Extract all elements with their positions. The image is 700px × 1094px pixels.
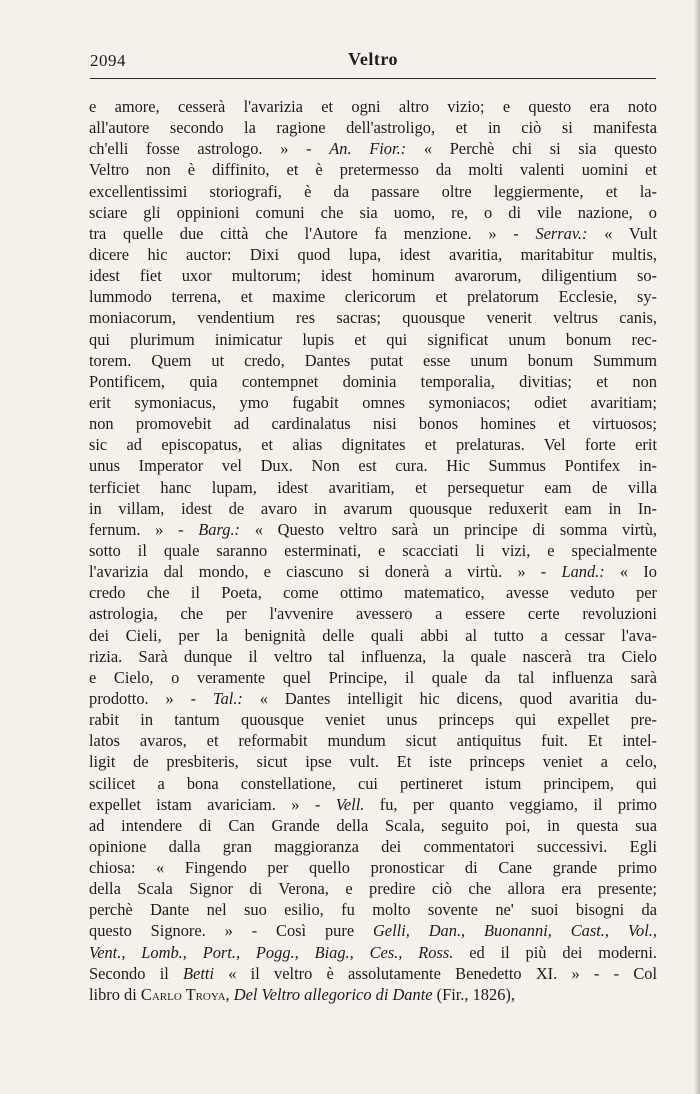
page-edge-shadow: [694, 0, 700, 1094]
text-line: [89, 477, 657, 498]
text-line: [89, 794, 657, 815]
text-line: [89, 138, 657, 159]
text-run: questo Signore. » - Così pure: [89, 921, 373, 941]
text-line: [89, 899, 657, 920]
text-run: dei Cieli, per la benignità delle quali abbi al tutto a cessar l'ava-: [89, 625, 657, 645]
text-line: [89, 371, 657, 392]
text-line: [89, 181, 657, 202]
text-line: [89, 963, 657, 984]
text-line: [89, 159, 657, 180]
text-run: chiosa: « Fingendo per quello pronosticar di Cane grande primo: [89, 858, 657, 878]
text-line: [89, 223, 657, 244]
text-run: perchè Dante nel suo esilio, fu molto sovente ne' suoi bisogni da: [89, 900, 657, 920]
text-run: sic ad episcopatus, et alias dignitates et prelaturas. Vel forte erit: [89, 435, 657, 455]
text-run: ,: [225, 984, 234, 1004]
text-run: opinione dalla gran maggioranza dei commentatori successivi. Egli: [89, 836, 657, 856]
text-run: erit symoniacus, ymo fugabit omnes symoniacos; odiet avaritiam;: [89, 392, 657, 412]
text-line: [89, 244, 657, 265]
text-run: Betti: [183, 963, 214, 983]
text-run: prodotto. » -: [89, 688, 213, 708]
text-line: [89, 455, 657, 476]
text-run: ch'elli fosse astrologo. » -: [89, 139, 330, 159]
text-run: ad intendere di Can Grande della Scala, seguito poi, in questa sua: [89, 815, 657, 835]
text-line: [89, 688, 657, 709]
text-run: Gelli, Dan., Buonanni, Cast., Vol.,: [372, 921, 657, 941]
text-line: [89, 920, 657, 941]
text-run: astrologia, che per l'avvenire avessero a essere certe revoluzioni: [89, 604, 657, 624]
text-line: [89, 815, 657, 836]
text-line: [89, 117, 657, 138]
text-run: Land.:: [561, 562, 605, 582]
text-run: idest fiet uxor multorum; idest hominum avarorum, diligentium so-: [89, 266, 657, 286]
text-line: [89, 434, 657, 455]
text-line: [89, 773, 657, 794]
text-line: [89, 709, 657, 730]
text-run: Del Veltro allegorico di Dante: [233, 984, 433, 1004]
text-run: fernum. » -: [89, 519, 199, 539]
text-line: [89, 561, 657, 582]
text-line: [89, 582, 657, 603]
text-run: Veltro non è diffinito, et è pretermesso da molti valenti uomini et: [89, 160, 657, 180]
text-run: Pontificem, quia contempnet dominia temporalia, divitias; et non: [89, 371, 657, 391]
text-run: Barg.:: [198, 519, 240, 539]
page-number: 2094: [90, 51, 126, 70]
text-run: l'avarizia dal mondo, e ciascuno si donerà a virtù. » -: [89, 562, 562, 582]
text-line: [89, 392, 657, 413]
text-run: Tal.:: [212, 688, 243, 708]
text-line: [89, 730, 657, 751]
text-run: excellentissimi storiografi, è da passare oltre leggiermente, et la-: [89, 181, 657, 201]
text-run: latos avaros, et reformabit mundum sicut antiquitus fuit. Et intel-: [89, 731, 657, 751]
header-rule: [90, 78, 656, 79]
text-run: rizia. Sarà dunque il veltro tal influenza, la quale nascerà tra Cielo: [89, 646, 657, 666]
text-run: in villam, idest de avaro in avarum quousque reduxerit eam in In-: [89, 498, 657, 518]
text-line: [89, 984, 657, 1005]
text-line: [89, 329, 657, 350]
text-run: Vell.: [335, 794, 365, 814]
text-line: [89, 667, 657, 688]
text-run: credo che il Poeta, come ottimo matematico, avesse veduto per: [89, 583, 657, 603]
text-line: [89, 96, 657, 117]
text-run: scilicet a bona constellatione, cui pertineret istum principem, qui: [89, 773, 657, 793]
text-line: [89, 307, 657, 328]
text-run: (Fir., 1826),: [432, 984, 515, 1004]
text-line: [89, 540, 657, 561]
text-run: e Cielo, o veramente quel Principe, il quale da tal influenza sarà: [89, 667, 657, 687]
text-line: [89, 603, 657, 624]
text-run: terficiet hanc lupam, idest avaritiam, et persequetur eam de villa: [89, 477, 657, 497]
text-line: [89, 265, 657, 286]
text-run: all'autore secondo la ragione dell'astroligo, et in ciò si manifesta: [89, 118, 657, 138]
text-line: [89, 857, 657, 878]
text-run: tra quelle due città che l'Autore fa menzione. » -: [89, 223, 536, 243]
text-run: torem. Quem ut credo, Dantes putat esse unum bonum Summum: [89, 350, 657, 370]
text-run: « il veltro è assolutamente Benedetto XI. » - - Col: [214, 963, 657, 983]
text-run: « Perchè chi si sia questo: [406, 139, 657, 159]
text-run: « Questo veltro sarà un principe di somma virtù,: [240, 519, 657, 539]
text-run: « Vult: [587, 223, 657, 243]
text-run: e amore, cesserà l'avarizia et ogni altro vizio; e questo era noto: [89, 97, 657, 116]
text-line: [89, 350, 657, 371]
text-run: sciare gli oppinioni comuni che sia uomo, re, o di vile nazione, o: [89, 202, 657, 222]
text-run: moniacorum, vendentium res sacras; quousque venerit veltrus canis,: [89, 308, 657, 328]
page-header: [90, 47, 656, 77]
text-run: sotto il quale saranno esterminati, e scacciati li vizi, e specialmente: [89, 540, 657, 560]
text-run: « Io: [604, 562, 657, 582]
running-title: Veltro: [348, 49, 398, 69]
text-line: [89, 413, 657, 434]
body-text: [89, 96, 657, 1005]
text-run: rabit in tantum quousque veniet unus princeps qui expellet pre-: [89, 710, 657, 730]
text-run: expellet istam avariciam. » -: [89, 794, 336, 814]
text-run: libro di: [89, 984, 141, 1004]
text-run: « Dantes intelligit hic dicens, quod avaritia du-: [242, 688, 657, 708]
text-run: Vent., Lomb., Port., Pogg., Biag., Ces., Ross.: [89, 942, 454, 962]
text-run: An. Fior.:: [329, 139, 407, 159]
text-run: Secondo il: [89, 963, 184, 983]
text-run: ligit de presbiteris, sicut ipse vult. Et iste princeps veniet a celo,: [89, 752, 657, 772]
text-run: Serrav.:: [535, 223, 588, 243]
text-line: [89, 519, 657, 540]
text-line: [89, 286, 657, 307]
text-line: [89, 498, 657, 519]
text-line: [89, 646, 657, 667]
text-run: Carlo Troya: [140, 984, 226, 1004]
text-run: lummodo terrena, et maxime clericorum et prelatorum Ecclesie, sy-: [89, 287, 657, 307]
text-line: [89, 751, 657, 772]
text-run: non promovebit ad cardinalatus nisi bonos homines et virtuosos;: [89, 414, 657, 434]
text-line: [89, 942, 657, 963]
text-line: [89, 625, 657, 646]
text-run: unus Imperator vel Dux. Non est cura. Hic Summus Pontifex in-: [89, 456, 657, 476]
text-run: qui plurimum inimicatur lupis et qui significat unum bonum rec-: [89, 329, 657, 349]
text-line: [89, 202, 657, 223]
text-run: ed il più dei moderni.: [453, 942, 657, 962]
text-run: dicere hic auctor: Dixi quod lupa, idest avaritia, maritabitur multis,: [89, 244, 657, 264]
text-run: fu, per quanto veggiamo, il primo: [364, 794, 657, 814]
text-run: della Scala Signor di Verona, e predire ciò che allora era presente;: [89, 879, 657, 899]
text-line: [89, 878, 657, 899]
text-line: [89, 836, 657, 857]
